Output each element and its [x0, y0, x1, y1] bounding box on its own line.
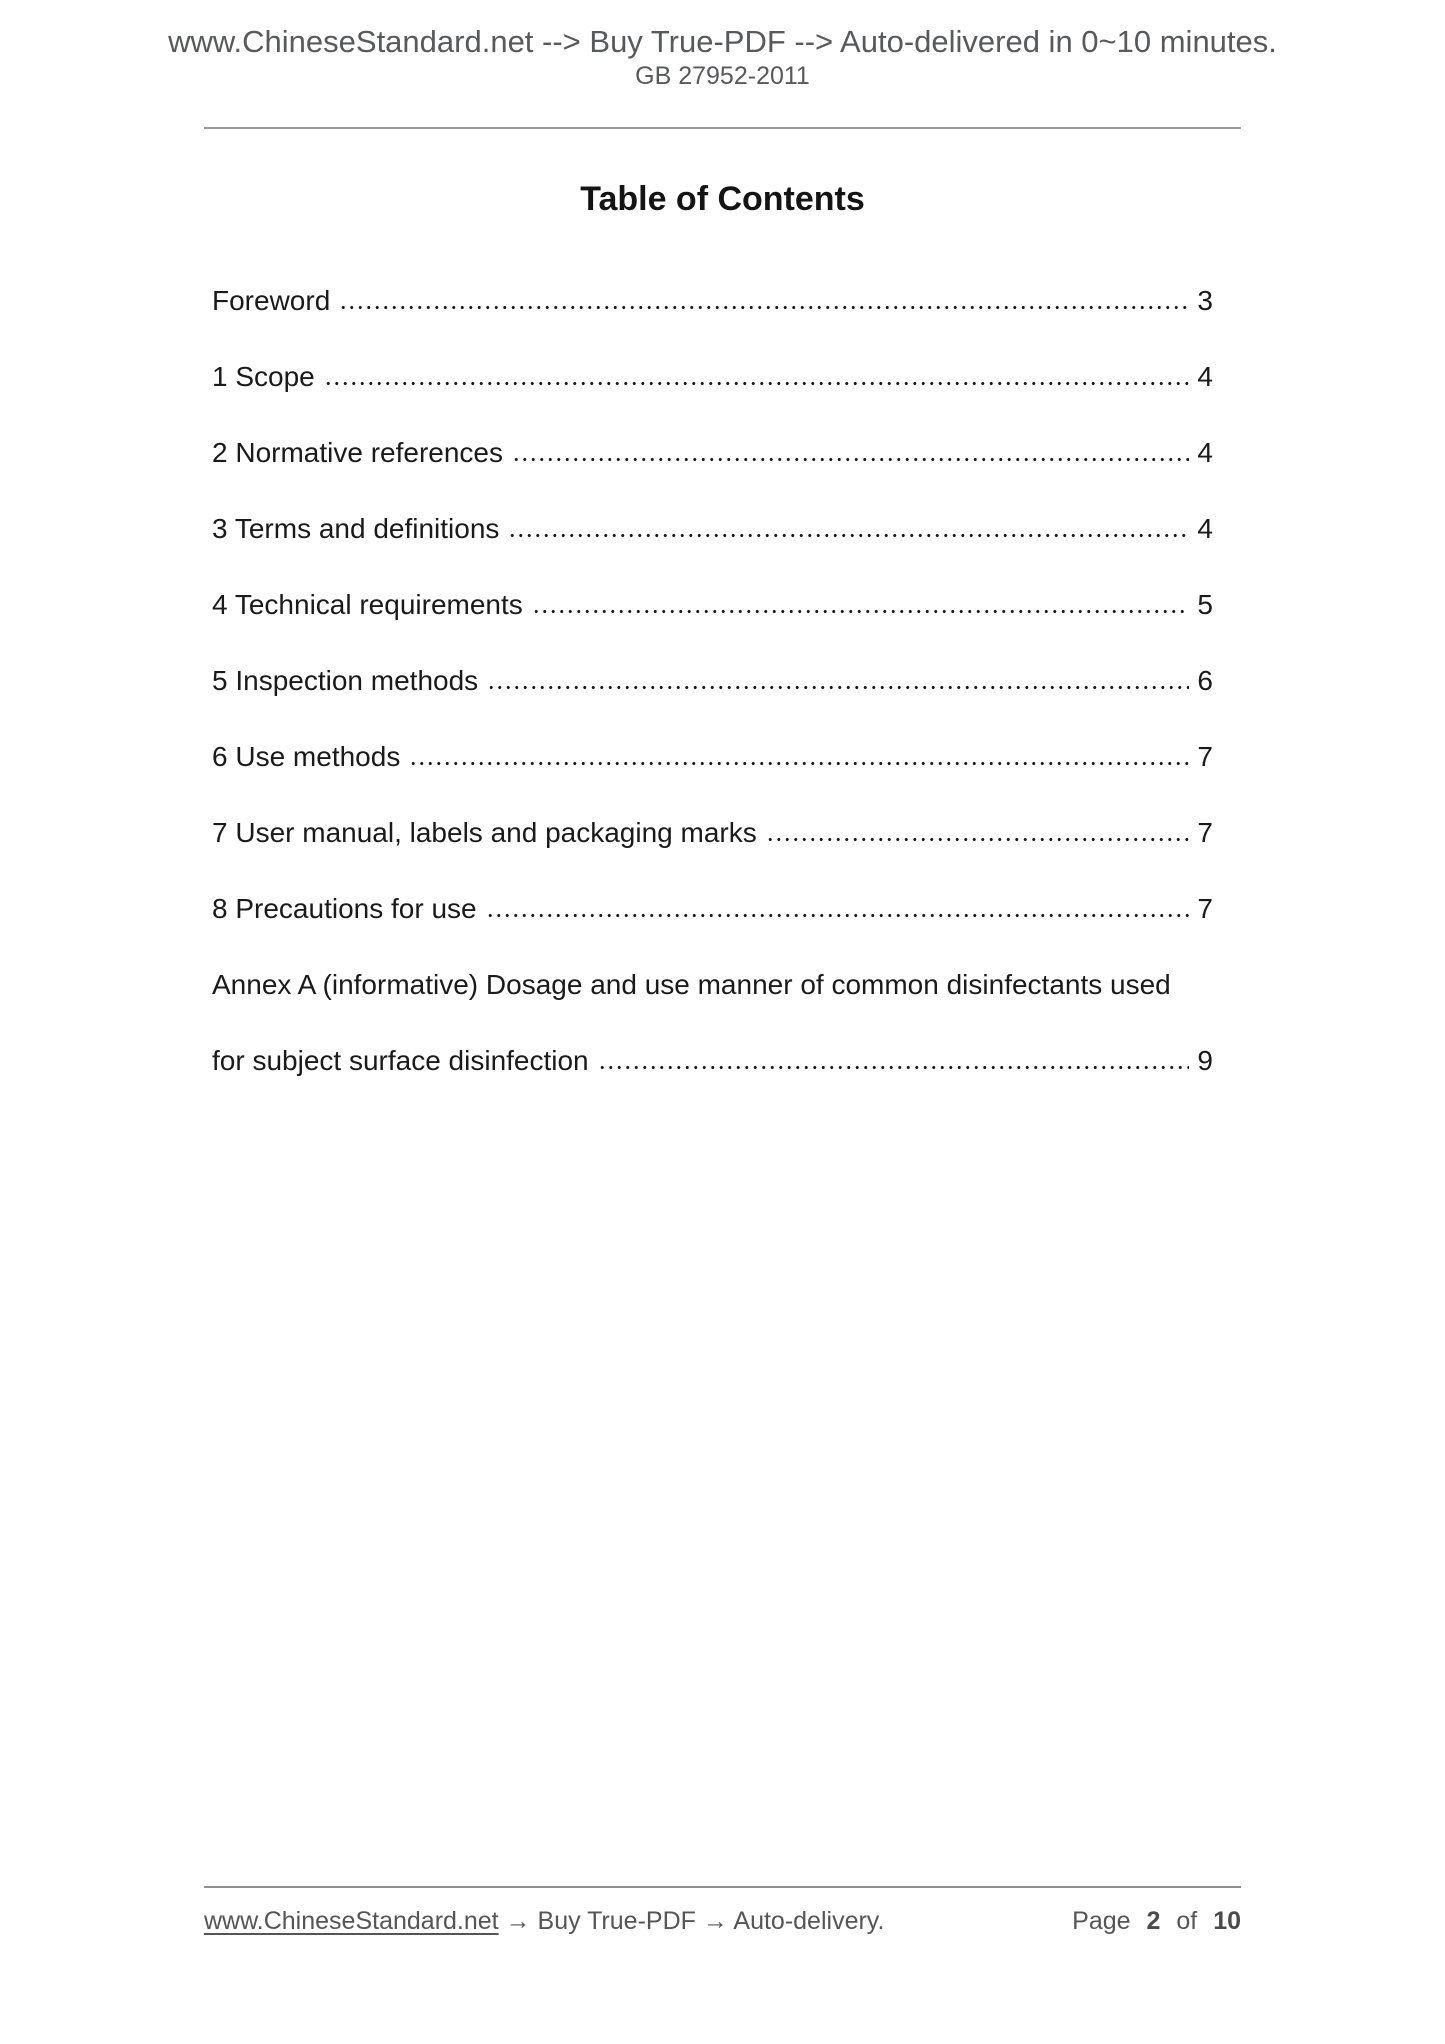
page-header [0, 0, 1445, 91]
toc-leader-dots [339, 305, 1189, 310]
toc-leader-dots [766, 837, 1190, 842]
toc-entry-label: Annex A (informative) Dosage and use manner of common disinfectants used [212, 969, 1171, 1000]
toc-leader-dots [598, 1065, 1190, 1070]
toc-entry-page: 4 [1197, 361, 1213, 392]
page-footer [204, 1886, 1241, 1936]
toc-entry-page: 4 [1197, 437, 1213, 468]
toc-leader-dots [512, 457, 1189, 462]
toc-entry-page: 7 [1197, 741, 1213, 772]
toc-entry-label: 1 Scope [212, 361, 315, 392]
page-word: Page [1072, 1907, 1131, 1935]
toc-entry-label: Foreword [212, 285, 331, 316]
footer-tagline: → Buy True-PDF → Auto-delivery. [498, 1907, 885, 1935]
header-rule [204, 127, 1241, 129]
of-word: of [1176, 1907, 1198, 1935]
page-current-number: 2 [1146, 1907, 1161, 1935]
toc-entry [212, 512, 1213, 546]
toc-entry-page: 5 [1197, 589, 1213, 620]
toc-entry-label: 8 Precautions for use [212, 893, 477, 924]
toc-leader-dots [486, 913, 1190, 918]
toc-entry [212, 968, 1213, 1002]
toc-entry [212, 1044, 1213, 1078]
footer-site-link[interactable]: www.ChineseStandard.net [204, 1907, 499, 1935]
toc-entry [212, 892, 1213, 926]
toc-leader-dots [324, 381, 1190, 386]
toc-entry [212, 360, 1213, 394]
toc-entry-label: 6 Use methods [212, 741, 401, 772]
toc-entry-label: 5 Inspection methods [212, 665, 479, 696]
footer-left [204, 1906, 884, 1936]
toc-entry [212, 816, 1213, 850]
toc-list [204, 284, 1241, 1078]
toc-entry-label: 7 User manual, labels and packaging marks [212, 817, 757, 848]
toc-entry-label: 3 Terms and definitions [212, 513, 500, 544]
toc-leader-dots [508, 533, 1189, 538]
toc-entry-page: 3 [1197, 285, 1213, 316]
page-title: Table of Contents [580, 180, 865, 218]
toc-entry-label: 4 Technical requirements [212, 589, 523, 620]
toc-entry-page: 7 [1197, 817, 1213, 848]
toc-entry-label: 2 Normative references [212, 437, 504, 468]
toc-entry [212, 740, 1213, 774]
page-indicator [1072, 1906, 1241, 1936]
toc-entry [212, 436, 1213, 470]
toc-entry-label: for subject surface disinfection [212, 1045, 589, 1076]
toc-entry [212, 284, 1213, 318]
header-banner-text: www.ChineseStandard.net --> Buy True-PDF --> Auto-delivered in 0~10 minutes. [168, 24, 1277, 59]
toc-leader-dots [409, 761, 1189, 766]
page-total-number: 10 [1213, 1907, 1241, 1935]
toc-entry-page: 9 [1197, 1045, 1213, 1076]
toc-entry-page: 7 [1197, 893, 1213, 924]
toc-entry-page: 6 [1197, 665, 1213, 696]
toc-entry-page: 4 [1197, 513, 1213, 544]
toc-entry [212, 664, 1213, 698]
toc-leader-dots [532, 609, 1190, 614]
doc-number: GB 27952-2011 [635, 62, 810, 90]
toc-leader-dots [487, 685, 1189, 690]
toc-entry [212, 588, 1213, 622]
